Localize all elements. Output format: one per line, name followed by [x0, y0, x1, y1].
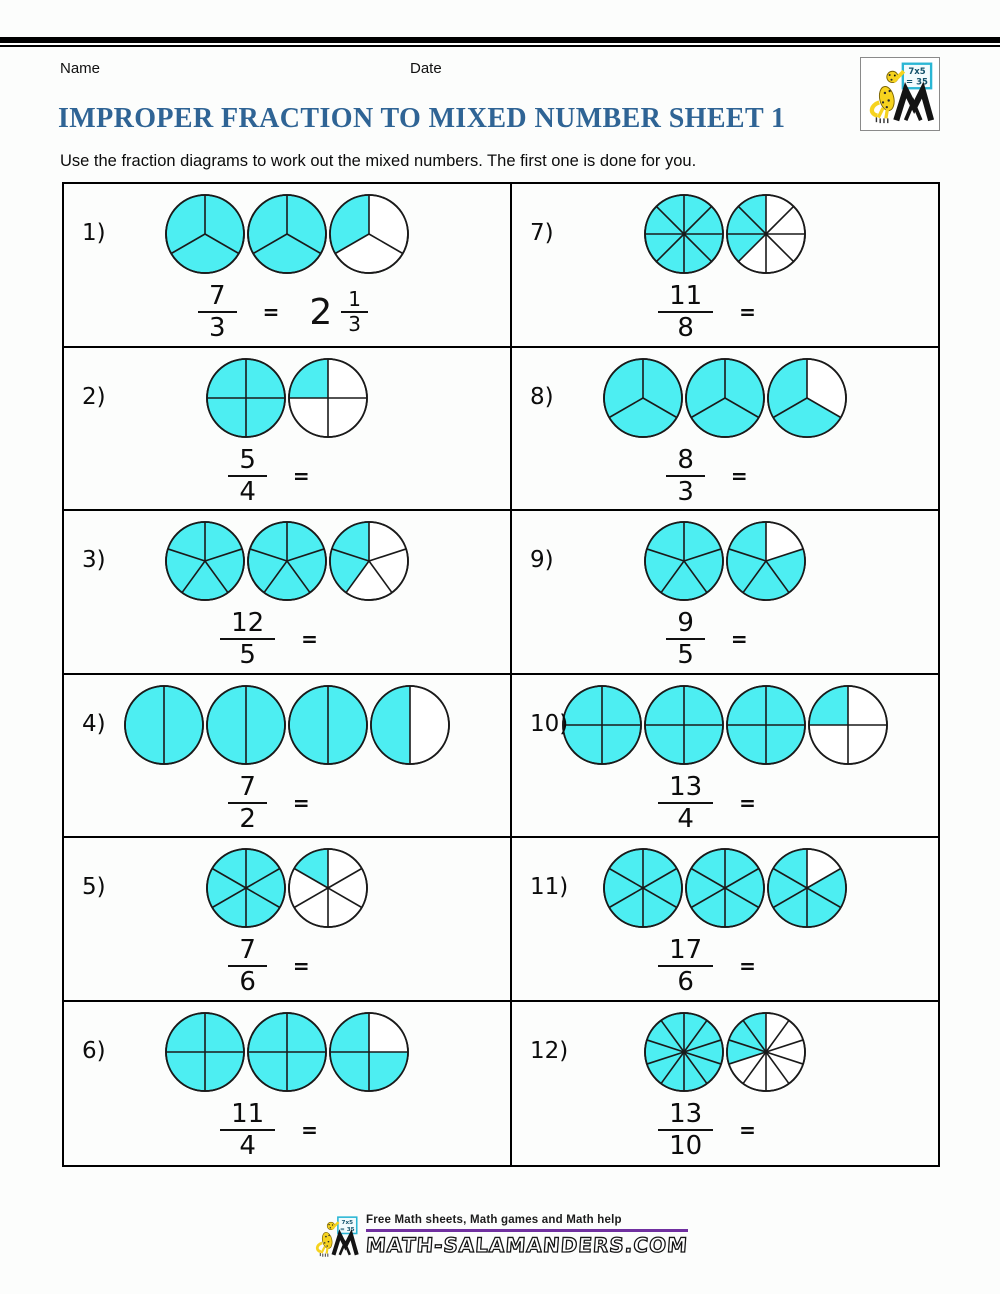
- problem-cell: [512, 675, 938, 839]
- improper-fraction: [666, 446, 705, 506]
- fraction-pie: [643, 1011, 725, 1093]
- fraction-pie: [766, 357, 848, 439]
- fraction-circle-diagrams: [512, 357, 938, 441]
- fraction-denominator: 6: [239, 967, 256, 998]
- fraction-numerator: 5: [239, 444, 256, 475]
- salamander-leg: [878, 108, 883, 117]
- equals-sign: =: [730, 627, 748, 652]
- salamander-eye: [894, 74, 896, 76]
- fraction-circle-diagrams: [64, 684, 510, 768]
- equals-sign: =: [739, 954, 756, 979]
- fraction-denominator: 3: [677, 476, 694, 507]
- problem-cell: [64, 348, 512, 512]
- fraction-equation: [64, 446, 492, 506]
- fraction-pie: [602, 847, 684, 929]
- salamander-tail: [317, 1243, 322, 1252]
- fraction-pie: [643, 684, 725, 766]
- problem-cell: [64, 184, 512, 348]
- fraction-numerator: 13: [669, 771, 703, 802]
- fraction-denominator: 4: [239, 476, 256, 507]
- fraction-pie: [205, 357, 287, 439]
- improper-fraction: [228, 773, 267, 833]
- footer-text-block: [366, 1214, 688, 1257]
- improper-fraction: [658, 936, 713, 996]
- sign-text-line2: = 35: [906, 75, 928, 86]
- problem-cell: [64, 675, 512, 839]
- footer-tagline: Free Math sheets, Math games and Math help: [366, 1214, 622, 1226]
- footer-purple-rule: [366, 1229, 688, 1232]
- fraction-circle-diagrams: [512, 1011, 938, 1095]
- fraction-pie: [164, 1011, 246, 1093]
- worksheet-problem-grid: [62, 182, 940, 1167]
- fraction-circle-diagrams: [64, 193, 510, 277]
- sign-text-line1: 7x5: [341, 1220, 354, 1227]
- fraction-denominator: 6: [677, 967, 694, 998]
- salamander-logo-icon: [864, 59, 936, 130]
- fraction-numerator: 7: [239, 935, 256, 965]
- improper-fraction: [658, 773, 713, 833]
- fraction-numerator: 12: [231, 608, 265, 638]
- fraction-equation: [512, 1100, 920, 1160]
- salamander-eye: [332, 1224, 333, 1225]
- problem-number: 12): [530, 1037, 569, 1064]
- fraction-pie: [725, 684, 807, 766]
- equals-sign: =: [739, 790, 756, 815]
- sign-text-line1: 7x5: [908, 65, 926, 76]
- sign-text-line2: = 35: [340, 1226, 355, 1233]
- salamander-leg: [327, 1246, 328, 1254]
- fraction-denominator: 4: [677, 803, 694, 834]
- fraction-pie: [246, 520, 328, 602]
- fraction-numerator: 7: [239, 771, 256, 802]
- fraction-numerator: 8: [677, 444, 694, 475]
- instruction-text: Use the fraction diagrams to work out the mixed numbers. The first one is done for you.: [60, 152, 697, 170]
- fraction-pie: [123, 684, 205, 766]
- fraction-equation: [512, 773, 920, 833]
- fraction-pie: [287, 847, 369, 929]
- problem-number: 9): [530, 547, 554, 573]
- fraction-equation: [512, 609, 920, 669]
- problem-number: 6): [82, 1037, 106, 1064]
- problem-number: 4): [82, 710, 106, 737]
- name-label: Name: [60, 60, 101, 77]
- fraction-pie: [205, 684, 287, 766]
- fraction-numerator: 11: [669, 281, 703, 311]
- problem-number: 11): [530, 874, 569, 900]
- salamander-tail: [872, 102, 879, 115]
- fraction-equation: [64, 773, 492, 833]
- equals-sign: =: [262, 300, 280, 325]
- date-label: Date: [410, 60, 442, 77]
- improper-fraction: [658, 1100, 713, 1160]
- salamander-logo-icon: [312, 1214, 360, 1263]
- equals-sign: =: [292, 954, 310, 979]
- fraction-pie: [807, 684, 889, 766]
- fraction-pie: [561, 684, 643, 766]
- fraction-pie: [164, 193, 246, 275]
- fraction-equation: [512, 936, 920, 996]
- fraction-equation: [64, 1100, 492, 1160]
- fraction-circle-diagrams: [64, 357, 510, 441]
- fraction-pie: [328, 193, 410, 275]
- fraction-pie: [643, 193, 725, 275]
- fraction-equation: [64, 936, 492, 996]
- equals-sign: =: [301, 1117, 318, 1142]
- math-salamanders-logo-box: [860, 57, 940, 131]
- fraction-numerator: 7: [209, 281, 226, 311]
- salamander-leg: [886, 107, 888, 118]
- problem-number: 7): [530, 220, 554, 246]
- problem-number: 5): [82, 874, 106, 900]
- header-divider-rule: [0, 37, 1000, 47]
- page-title: IMPROPER FRACTION TO MIXED NUMBER SHEET 1: [58, 103, 786, 134]
- fraction-pie: [246, 1011, 328, 1093]
- fraction-denominator: 10: [669, 1130, 703, 1161]
- equals-sign: =: [301, 627, 318, 652]
- problem-number: 10): [530, 710, 569, 737]
- fraction-circle-diagrams: [512, 193, 938, 277]
- equals-sign: =: [739, 1117, 756, 1142]
- fraction-pie: [684, 357, 766, 439]
- salamander-logo-graphic: [864, 59, 936, 125]
- footer-site-name: MATH-SALAMANDERS.COM: [365, 1233, 689, 1257]
- fraction-denominator: 5: [677, 640, 694, 671]
- fraction-denominator: 4: [239, 1130, 256, 1161]
- fraction-circle-diagrams: [512, 684, 938, 768]
- fraction-equation: [512, 446, 920, 506]
- improper-fraction: [228, 446, 267, 506]
- fraction-numerator: 13: [669, 1098, 703, 1129]
- improper-fraction: [666, 609, 705, 669]
- answer-whole-number: 2: [309, 291, 333, 333]
- fraction-pie: [246, 193, 328, 275]
- improper-fraction: [220, 609, 275, 669]
- problem-number: 1): [82, 220, 106, 246]
- fraction-pie: [725, 193, 807, 275]
- answer-fraction: [341, 289, 368, 335]
- problem-cell: [64, 1002, 512, 1166]
- improper-fraction: [228, 936, 267, 996]
- fraction-pie: [684, 847, 766, 929]
- fraction-denominator: 3: [209, 313, 226, 344]
- fraction-pie: [602, 357, 684, 439]
- fraction-circle-diagrams: [512, 520, 938, 604]
- equals-sign: =: [730, 463, 748, 488]
- fraction-denominator: 2: [239, 803, 256, 834]
- improper-fraction: [198, 282, 237, 342]
- equals-sign: =: [292, 463, 310, 488]
- fraction-pie: [725, 520, 807, 602]
- problem-cell: [512, 184, 938, 348]
- improper-fraction: [220, 1100, 275, 1160]
- salamander-logo-graphic: [312, 1214, 360, 1258]
- fraction-numerator: 9: [677, 608, 694, 638]
- fraction-pie: [328, 520, 410, 602]
- fraction-denominator: 8: [677, 313, 694, 344]
- fraction-pie: [205, 847, 287, 929]
- footer: [0, 1214, 1000, 1263]
- problem-cell: [512, 511, 938, 675]
- fraction-equation: [64, 609, 492, 669]
- problem-cell: [512, 348, 938, 512]
- fraction-pie: [287, 357, 369, 439]
- problem-cell: [512, 838, 938, 1002]
- fraction-circle-diagrams: [512, 847, 938, 931]
- fraction-equation: [512, 282, 920, 342]
- fraction-pie: [725, 1011, 807, 1093]
- problem-cell: [64, 511, 512, 675]
- fraction-numerator: 11: [231, 1098, 265, 1129]
- fraction-circle-diagrams: [64, 520, 510, 604]
- problem-cell: [512, 1002, 938, 1166]
- fraction-denominator: 5: [239, 640, 256, 671]
- problem-number: 3): [82, 547, 106, 573]
- improper-fraction: [658, 282, 713, 342]
- fraction-pie: [643, 520, 725, 602]
- problem-number: 8): [530, 383, 554, 410]
- fraction-circle-diagrams: [64, 1011, 510, 1095]
- fraction-circle-diagrams: [64, 847, 510, 931]
- problem-cell: [64, 838, 512, 1002]
- answer-denominator: 3: [348, 312, 361, 337]
- fraction-pie: [287, 684, 369, 766]
- equals-sign: =: [292, 790, 310, 815]
- mixed-number-answer: [309, 289, 368, 335]
- fraction-pie: [328, 1011, 410, 1093]
- answer-numerator: 1: [348, 287, 361, 312]
- fraction-pie: [369, 684, 451, 766]
- fraction-equation: [64, 282, 506, 342]
- fraction-numerator: 17: [669, 935, 703, 965]
- fraction-pie: [164, 520, 246, 602]
- problem-number: 2): [82, 383, 106, 410]
- equals-sign: =: [739, 300, 756, 325]
- salamander-leg: [322, 1247, 325, 1253]
- fraction-pie: [766, 847, 848, 929]
